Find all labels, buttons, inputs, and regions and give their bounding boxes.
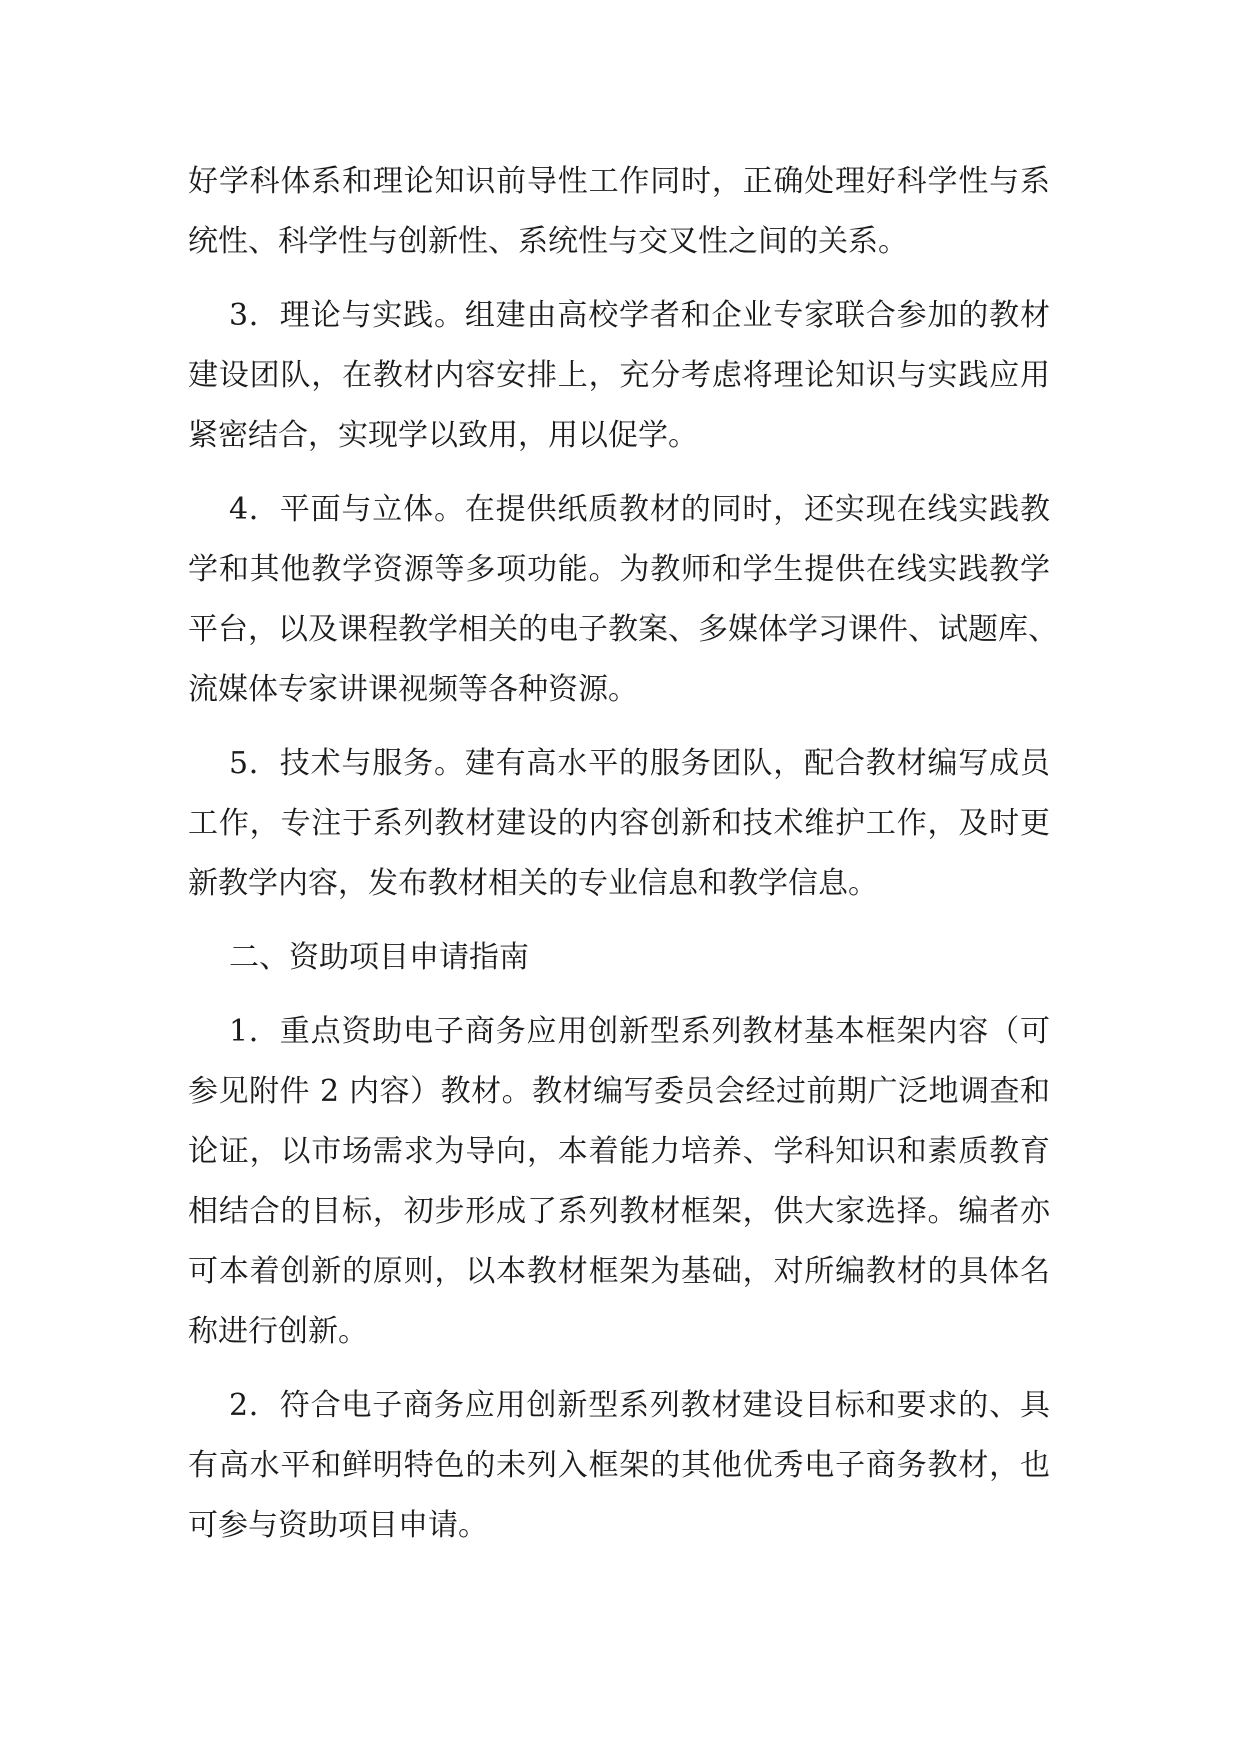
text-line: 流媒体专家讲课视频等各种资源。 [188,672,638,707]
text-line: 5．技术与服务。建有高水平的服务团队，配合教材编写成员 [229,746,1050,781]
text-line: 统性、科学性与创新性、系统性与交叉性之间的关系。 [188,224,908,259]
text-line: 平台，以及课程教学相关的电子教案、多媒体学习课件、试题库、 [188,612,1058,647]
text-line: 学和其他教学资源等多项功能。为教师和学生提供在线实践教学 [188,552,1050,587]
paragraph-tech-service [188,734,1050,914]
text-line: 参见附件 2 内容）教材。教材编写委员会经过前期广泛地调查和 [188,1074,1050,1109]
text-line: 有高水平和鲜明特色的未列入框架的其他优秀电子商务教材，也 [188,1448,1050,1483]
text-line: 相结合的目标，初步形成了系列教材框架，供大家选择。编者亦 [188,1194,1050,1229]
paragraph-theory-practice [188,286,1050,466]
paragraph-continuation [188,152,1050,272]
text-line: 论证，以市场需求为导向，本着能力培养、学科知识和素质教育 [188,1134,1050,1169]
text-line: 紧密结合，实现学以致用，用以促学。 [188,418,698,453]
text-line: 建设团队，在教材内容安排上，充分考虑将理论知识与实践应用 [188,358,1050,393]
text-line: 4．平面与立体。在提供纸质教材的同时，还实现在线实践教 [229,492,1050,527]
text-line: 1．重点资助电子商务应用创新型系列教材基本框架内容（可 [229,1014,1050,1049]
section-heading [188,928,1050,988]
text-line: 新教学内容，发布教材相关的专业信息和教学信息。 [188,866,878,901]
text-line: 3．理论与实践。组建由高校学者和企业专家联合参加的教材 [229,298,1050,333]
paragraph-flat-3d [188,480,1058,720]
text-line: 好学科体系和理论知识前导性工作同时，正确处理好科学性与系 [188,164,1050,199]
paragraph-key-funding [188,1002,1050,1362]
document-body [188,152,1058,1556]
text-line: 工作，专注于系列教材建设的内容创新和技术维护工作，及时更 [188,806,1050,841]
text-line: 可参与资助项目申请。 [188,1508,488,1543]
text-line: 可本着创新的原则，以本教材框架为基础，对所编教材的具体名 [188,1254,1050,1289]
text-line: 称进行创新。 [188,1314,368,1349]
paragraph-other-textbooks [188,1376,1050,1556]
section-heading-text: 二、资助项目申请指南 [229,940,529,975]
text-line: 2．符合电子商务应用创新型系列教材建设目标和要求的、具 [229,1388,1050,1423]
